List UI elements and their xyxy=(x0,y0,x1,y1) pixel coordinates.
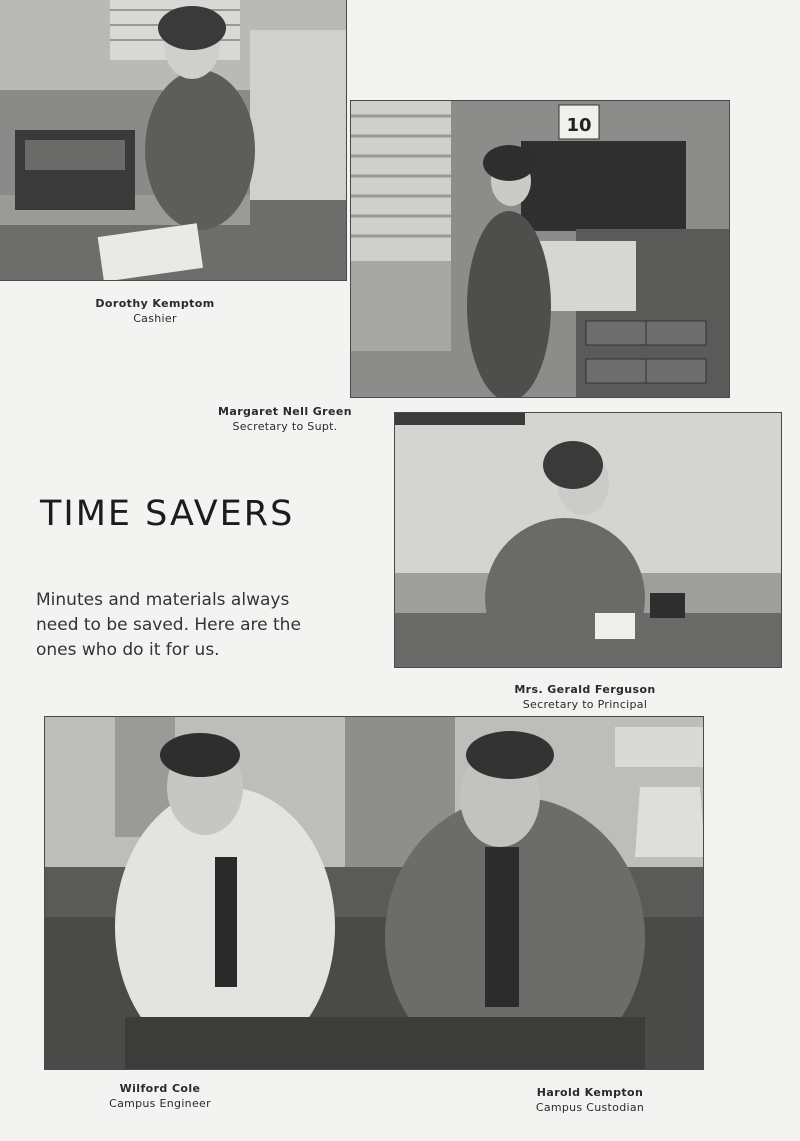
photo-dorothy-kemptom xyxy=(0,0,347,281)
caption-dorothy-kemptom xyxy=(60,296,250,326)
person-name: Harold Kempton xyxy=(536,1086,644,1099)
person-role: Secretary to Supt. xyxy=(232,420,338,433)
person-role: Campus Custodian xyxy=(535,1101,645,1114)
caption-margaret-nell-green xyxy=(210,404,360,434)
photo-mrs-gerald-ferguson xyxy=(394,412,782,668)
person-name: Margaret Nell Green xyxy=(218,405,352,418)
caption-mrs-gerald-ferguson xyxy=(500,682,670,712)
caption-harold-kempton xyxy=(515,1085,665,1115)
person-role: Cashier xyxy=(133,312,177,325)
page-title: TIME SAVERS xyxy=(40,494,295,534)
person-role: Campus Engineer xyxy=(109,1097,211,1110)
person-name: Dorothy Kemptom xyxy=(95,297,215,310)
caption-wilford-cole xyxy=(90,1081,230,1111)
photo-wilford-cole-harold-kempton xyxy=(44,716,704,1070)
intro-text: Minutes and materials always need to be saved. Here are the ones who do it for us. xyxy=(36,590,301,660)
person-name: Wilford Cole xyxy=(119,1082,201,1095)
person-name: Mrs. Gerald Ferguson xyxy=(514,683,656,696)
calendar-day: 10 xyxy=(566,115,592,136)
person-role: Secretary to Principal xyxy=(522,698,648,711)
photo-margaret-nell-green xyxy=(350,100,730,398)
